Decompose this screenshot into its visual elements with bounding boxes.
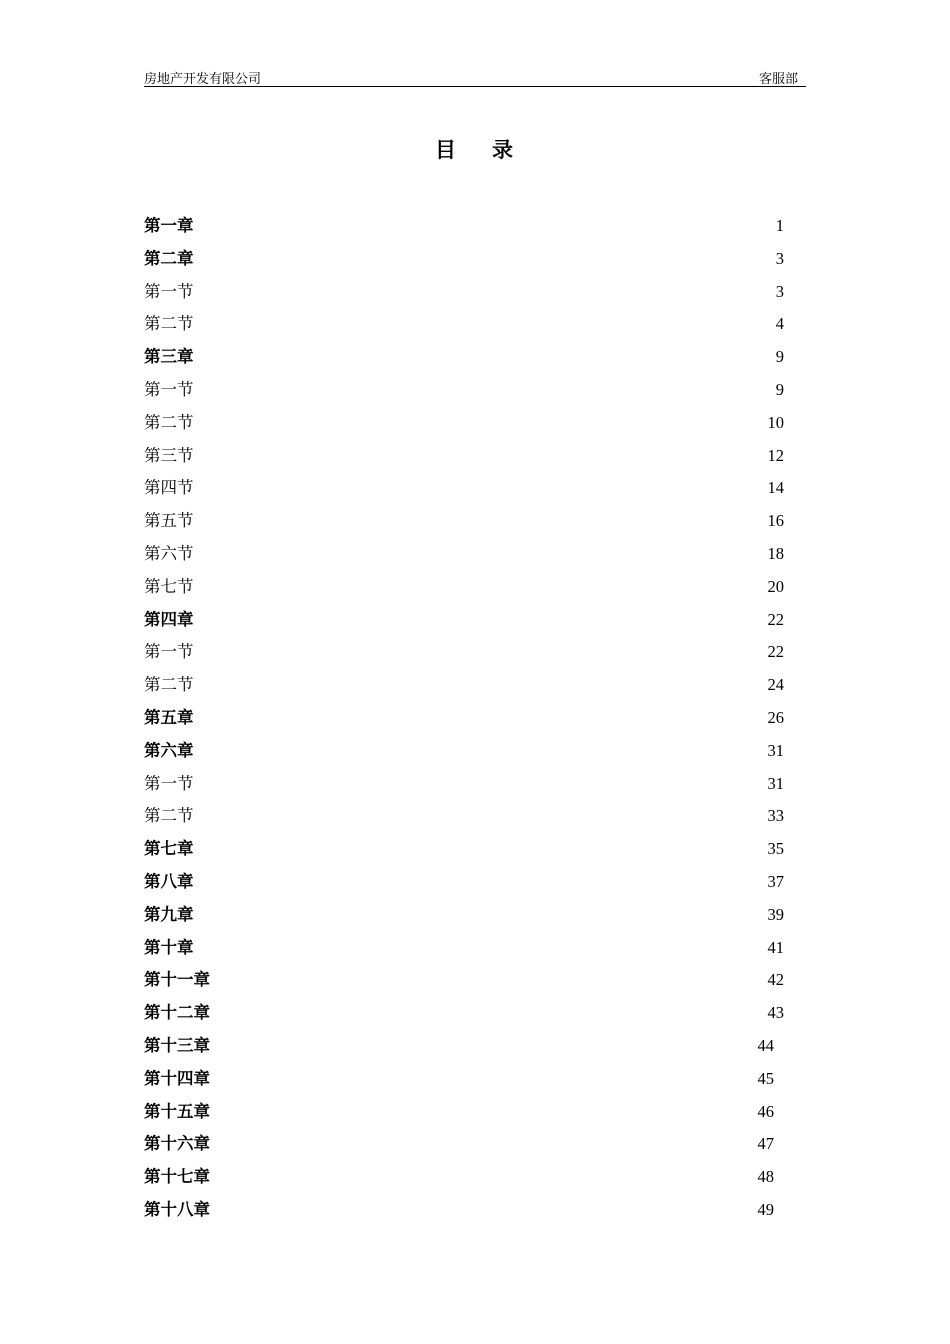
toc-entry-label: 第七节 (144, 576, 194, 596)
title-char-2: 录 (492, 137, 515, 162)
toc-entry[interactable] (144, 636, 784, 669)
title-char-1: 目 (435, 137, 458, 162)
toc-entry[interactable] (144, 210, 784, 243)
toc-entry-page: 39 (767, 904, 784, 924)
toc-entry[interactable] (144, 341, 784, 374)
toc-entry-page: 31 (767, 740, 784, 760)
company-name: 房地产开发有限公司 (144, 72, 262, 87)
toc-entry[interactable] (144, 669, 784, 702)
toc-entry[interactable] (144, 866, 784, 899)
toc-entry-label: 第十八章 (144, 1199, 210, 1219)
toc-entry-page: 1 (775, 216, 784, 235)
toc-entry[interactable] (144, 702, 784, 735)
toc-entry-label: 第一节 (144, 379, 194, 399)
toc-entry-page: 47 (757, 1134, 774, 1154)
toc-entry[interactable] (144, 571, 784, 604)
toc-entry[interactable] (144, 735, 784, 768)
toc-entry[interactable] (144, 1063, 784, 1096)
toc-entry[interactable] (144, 243, 784, 276)
toc-entry-label: 第四节 (144, 478, 194, 498)
toc-entry-page: 3 (775, 248, 784, 268)
toc-entry-page: 33 (767, 806, 784, 826)
toc-entry-page: 37 (767, 871, 784, 891)
toc-entry[interactable] (144, 1096, 784, 1129)
toc-entry[interactable] (144, 308, 784, 341)
toc-entry-page: 22 (767, 609, 784, 629)
toc-entry[interactable] (144, 932, 784, 965)
page-header (144, 66, 806, 87)
toc-entry-label: 第一章 (144, 216, 194, 235)
toc-entry-label: 第十六章 (144, 1134, 210, 1154)
toc-entry[interactable] (144, 505, 784, 538)
toc-entry-label: 第九章 (144, 904, 194, 924)
toc-entry-label: 第一节 (144, 281, 194, 301)
toc-entry-label: 第十一章 (144, 970, 210, 990)
toc-entry-label: 第七章 (144, 839, 194, 859)
toc-entry[interactable] (144, 1030, 784, 1063)
toc-entry-page: 48 (757, 1167, 774, 1187)
toc-entry-label: 第十三章 (144, 1035, 210, 1055)
toc-entry-label: 第十五章 (144, 1101, 210, 1121)
toc-entry-page: 49 (757, 1199, 774, 1219)
toc-entry[interactable] (144, 604, 784, 637)
page-title (0, 134, 950, 164)
toc-entry-page: 9 (775, 379, 784, 399)
toc-entry-page: 16 (767, 511, 784, 531)
toc-entry[interactable] (144, 374, 784, 407)
toc-entry-label: 第二节 (144, 412, 194, 432)
toc-entry-page: 22 (767, 642, 784, 662)
toc-entry-label: 第二节 (144, 806, 194, 826)
toc-entry-page: 45 (757, 1068, 774, 1088)
toc-entry[interactable] (144, 833, 784, 866)
toc-entry[interactable] (144, 407, 784, 440)
toc-entry-page: 18 (767, 543, 784, 563)
toc-entry[interactable] (144, 538, 784, 571)
toc-entry-page: 4 (775, 314, 784, 334)
toc-entry-label: 第三节 (144, 445, 194, 465)
toc-entry-label: 第五章 (144, 707, 194, 727)
toc-entry-label: 第二节 (144, 314, 194, 334)
toc-entry-page: 35 (767, 839, 784, 859)
toc-entry-page: 10 (767, 412, 784, 432)
department-name: 客服部 (758, 72, 798, 87)
toc-entry-label: 第十二章 (144, 1003, 210, 1023)
toc-entry-page: 24 (767, 675, 784, 695)
toc-entry-page: 46 (757, 1101, 774, 1121)
toc-entry-page: 12 (767, 445, 784, 465)
toc-entry-label: 第十四章 (144, 1068, 210, 1088)
toc-entry-page: 43 (767, 1003, 784, 1023)
toc-entry[interactable] (144, 768, 784, 801)
toc-entry[interactable] (144, 800, 784, 833)
toc-entry[interactable] (144, 276, 784, 309)
toc-entry-page: 44 (757, 1035, 774, 1055)
toc-entry-page: 9 (775, 347, 784, 367)
toc-entry[interactable] (144, 1194, 784, 1227)
toc-entry-label: 第三章 (144, 347, 194, 367)
toc-entry-page: 14 (767, 478, 784, 498)
toc-entry[interactable] (144, 997, 784, 1030)
toc-entry-label: 第五节 (144, 511, 194, 531)
toc-entry-label: 第二章 (144, 248, 194, 268)
toc-entry-label: 第二节 (144, 675, 194, 695)
toc-entry-label: 第四章 (144, 609, 194, 629)
table-of-contents (144, 210, 784, 1227)
toc-entry-page: 3 (775, 281, 784, 301)
toc-entry-label: 第一节 (144, 642, 194, 662)
toc-entry-label: 第六节 (144, 543, 194, 563)
toc-entry[interactable] (144, 440, 784, 473)
toc-entry[interactable] (144, 964, 784, 997)
toc-entry[interactable] (144, 472, 784, 505)
toc-entry-label: 第一节 (144, 773, 194, 793)
toc-entry-page: 42 (767, 970, 784, 990)
toc-entry-label: 第六章 (144, 740, 194, 760)
toc-entry-page: 26 (767, 707, 784, 727)
toc-entry-page: 41 (767, 937, 784, 957)
toc-entry-label: 第八章 (144, 871, 194, 891)
toc-entry[interactable] (144, 899, 784, 932)
toc-entry-page: 31 (767, 773, 784, 793)
toc-entry-page: 20 (767, 576, 784, 596)
toc-entry[interactable] (144, 1161, 784, 1194)
toc-entry[interactable] (144, 1128, 784, 1161)
toc-entry-label: 第十七章 (144, 1167, 210, 1187)
toc-entry-label: 第十章 (144, 937, 194, 957)
